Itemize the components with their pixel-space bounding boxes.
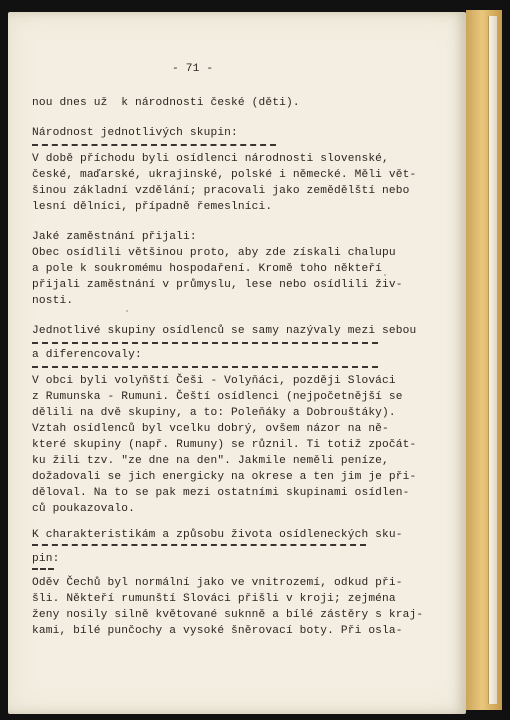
text-line-17: Vztah osídlenců byl vcelku dobrý, ovšem názor na ně- [32,423,389,435]
heading-groups-line-2: a diferencovaly: [32,349,142,361]
text-line-11: nosti. [32,295,74,307]
text-line-14: V obci byli volyňští Češi - Volyňáci, později Slováci [32,375,396,387]
page-stack-edge [488,16,497,704]
text-line-10: přijali zaměstnání v průmyslu, lese nebo osídlili živ- [32,279,403,291]
heading-groups-line-1: Jednotlivé skupiny osídlenců se samy nazývaly mezi sebou [32,325,417,337]
paper-speck [384,274,386,276]
document-page [8,12,466,714]
text-line-22: ců poukazovalo. [32,503,135,515]
text-line-21: děloval. Na to se pak mezi ostatními skupinami osídlen- [32,487,410,499]
text-line-28: kami, bílé punčochy a vysoké šněrovací boty. Při osla- [32,625,403,637]
text-line-9: a pole k soukromému hospodaření. Kromě toho někteří [32,263,383,275]
underline-characteristics-1 [32,544,366,546]
heading-characteristics-line-1: K charakteristikám a způsobu života osídleneckých sku- [32,529,403,541]
text-line-6: lesní dělníci, případně řemeslníci. [32,201,273,213]
heading-employment: Jaké zaměstnání přijali: [32,231,197,243]
paper-speck [126,310,128,312]
text-line-20: dožadovali se jich energicky na okrese a ten jim je při- [32,471,417,483]
text-line-15: z Rumunska - Rumuni. Čeští osídlenci (nejpočetnější se [32,391,403,403]
text-line-4: české, maďarské, ukrajinské, polské i německé. Měli vět- [32,169,417,181]
underline-nationality [32,144,276,146]
text-line-3: V době příchodu byli osídlenci národnosti slovenské, [32,153,389,165]
heading-nationality: Národnost jednotlivých skupin: [32,127,238,139]
text-line-26: šli. Někteří rumunští Slováci přišli v kroji; zejména [32,593,396,605]
underline-groups-1 [32,342,378,344]
text-line-8: Obec osídlili většinou proto, aby zde získali chalupu [32,247,396,259]
book-binding-edge [466,10,502,710]
text-line-5: šinou základní vzdělání; pracovali jako zemědělští nebo [32,185,410,197]
text-line-27: ženy nosily silně květované suknně a bílé zástěry s kraj- [32,609,424,621]
underline-groups-2 [32,366,378,368]
heading-characteristics-line-2: pin: [32,553,60,565]
text-line-18: které skupiny (např. Rumuny) se různil. Ti totiž zpočát- [32,439,417,451]
text-line-25: Oděv Čechů byl normální jako ve vnitrozemí, odkud při- [32,577,403,589]
underline-characteristics-2 [32,568,54,570]
text-line-16: dělili na dvě skupiny, a to: Poleňáky a Dobrouštáky). [32,407,396,419]
text-line-1: nou dnes už k národnosti české (děti). [32,97,300,109]
text-line-19: ku žili tzv. "ze dne na den". Jakmile neměli peníze, [32,455,389,467]
page-number: - 71 - [172,63,214,75]
